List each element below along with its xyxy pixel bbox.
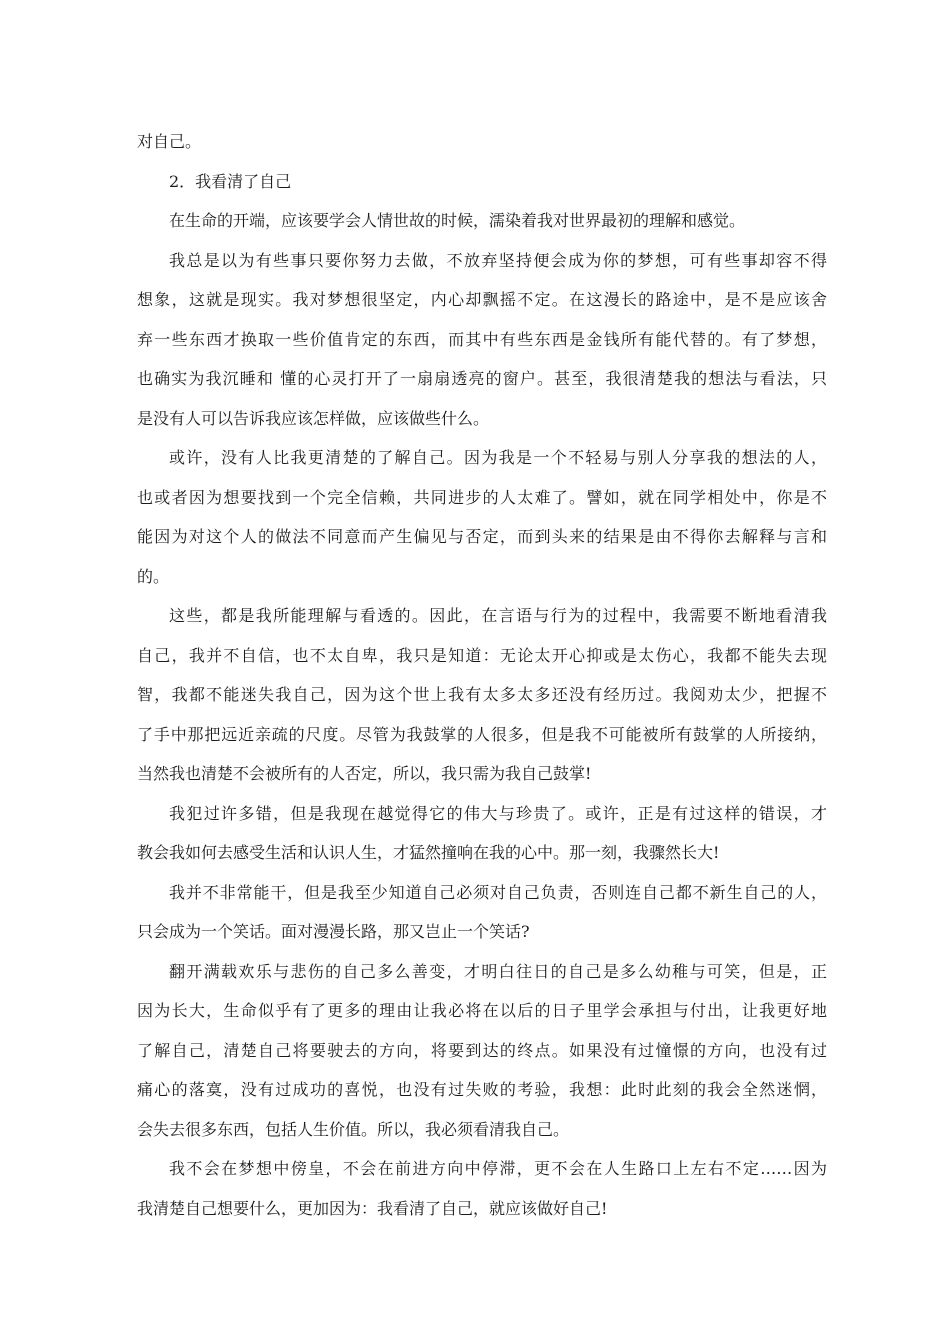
text-line: 想象，这就是现实。我对梦想很坚定，内心却飘摇不定。在这漫长的路途中，是不是应该舍 bbox=[137, 290, 827, 309]
text-line: 对自己。 bbox=[137, 132, 202, 151]
section-heading: 2．我看清了自己 bbox=[169, 171, 292, 191]
text-line: 也或者因为想要找到一个完全信赖，共同进步的人太难了。譬如，就在同学相处中，你是不 bbox=[137, 487, 827, 507]
text-line: 也确实为我沉睡和 懂的心灵打开了一扇扇透亮的窗户。甚至，我很清楚我的想法与看法，只 bbox=[137, 369, 827, 388]
text-line: 只会成为一个笑话。面对漫漫长路，那又岂止一个笑话? bbox=[137, 922, 530, 941]
text-line: 是没有人可以告诉我应该怎样做，应该做些什么。 bbox=[137, 408, 490, 428]
text-line: 或许，没有人比我更清楚的了解自己。因为我是一个不轻易与别人分享我的想法的人， bbox=[169, 448, 827, 467]
text-line: 我并不非常能干，但是我至少知道自己必须对自己负责，否则连自己都不新生自己的人， bbox=[169, 882, 827, 902]
text-line: 了手中那把远近亲疏的尺度。尽管为我鼓掌的人很多，但是我不可能被所有鼓掌的人所接纳， bbox=[137, 724, 827, 744]
text-line: 会失去很多东西，包括人生价值。所以，我必须看清我自己。 bbox=[137, 1119, 570, 1139]
text-line: 教会我如何去感受生活和认识人生，才猛然撞响在我的心中。那一刻，我骤然长大! bbox=[137, 843, 720, 862]
text-line: 自己，我并不自信，也不太自卑，我只是知道：无论太开心抑或是太伤心，我都不能失去现 bbox=[137, 645, 827, 665]
text-line: 痛心的落寞，没有过成功的喜悦，也没有过失败的考验，我想：此时此刻的我会全然迷惘， bbox=[137, 1080, 827, 1099]
text-line: 翻开满载欢乐与悲伤的自己多么善变，才明白往日的自己是多么幼稚与可笑，但是，正 bbox=[169, 961, 827, 981]
text-line: 这些，都是我所能理解与看透的。因此，在言语与行为的过程中，我需要不断地看清我 bbox=[169, 606, 827, 625]
text-line: 我不会在梦想中傍皇，不会在前进方向中停滞，更不会在人生路口上左右不定……因为 bbox=[169, 1159, 827, 1178]
text-line: 当然我也清楚不会被所有的人否定，所以，我只需为我自己鼓掌! bbox=[137, 764, 592, 783]
text-line: 能因为对这个人的做法不同意而产生偏见与否定，而到头来的结果是由不得你去解释与言和 bbox=[137, 527, 827, 546]
text-line: 我犯过许多错，但是我现在越觉得它的伟大与珍贵了。或许，正是有过这样的错误，才 bbox=[169, 803, 827, 823]
text-line: 因为长大，生命似乎有了更多的理由让我必将在以后的日子里学会承担与付出，让我更好地 bbox=[137, 1001, 827, 1020]
text-line: 的。 bbox=[137, 566, 170, 586]
text-line: 在生命的开端，应该要学会人情世故的时候，濡染着我对世界最初的理解和感觉。 bbox=[169, 211, 746, 230]
text-line: 弃一些东西才换取一些价值肯定的东西，而其中有些东西是金钱所有能代替的。有了梦想， bbox=[137, 329, 827, 349]
text-line: 我总是以为有些事只要你努力去做，不放弃坚持便会成为你的梦想，可有些事却容不得 bbox=[169, 250, 827, 270]
text-line: 智，我都不能迷失我自己，因为这个世上我有太多太多还没有经历过。我阅劝太少，把握不 bbox=[137, 685, 827, 704]
text-line: 我清楚自己想要什么，更加因为：我看清了自己，就应该做好自己! bbox=[137, 1198, 608, 1218]
text-line: 了解自己，清楚自己将要驶去的方向，将要到达的终点。如果没有过憧憬的方向，也没有过 bbox=[137, 1040, 827, 1060]
document-page bbox=[137, 122, 827, 1228]
